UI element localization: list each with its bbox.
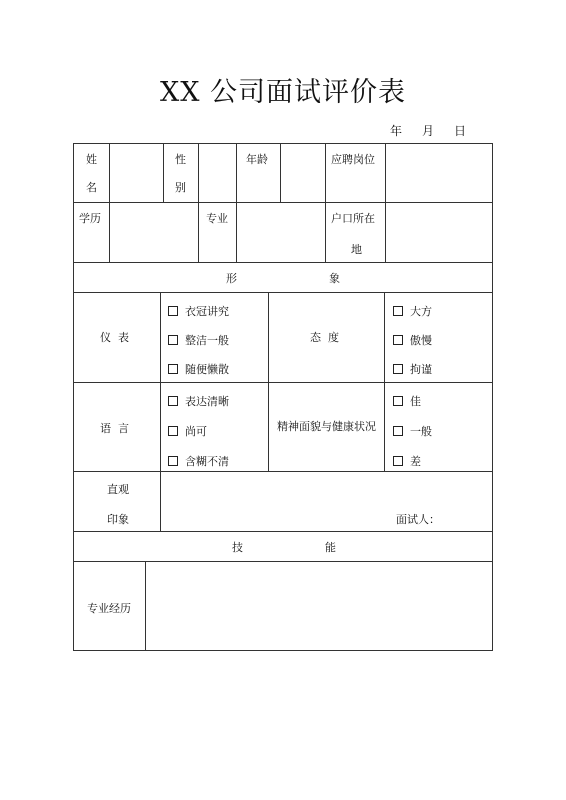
option-label: 拘谨 [410, 363, 432, 376]
col-divider [236, 143, 237, 202]
language-label: 语 言 [100, 422, 129, 435]
appearance-header-char2: 象 [329, 272, 340, 285]
date-day: 日 [454, 124, 467, 138]
option-label: 尚可 [185, 425, 207, 438]
position-field[interactable] [386, 144, 492, 202]
row-divider [73, 292, 493, 293]
demeanor-label: 仪 表 [100, 331, 129, 344]
option-label: 随便懒散 [185, 363, 229, 376]
col-divider [160, 292, 161, 471]
checkbox-icon[interactable] [168, 335, 178, 345]
option-label: 差 [410, 455, 421, 468]
spirit-health-option[interactable] [393, 453, 421, 469]
gender-label-top: 性 [175, 153, 186, 166]
table-border-left [73, 143, 74, 650]
experience-label: 专业经历 [87, 602, 131, 615]
checkbox-icon[interactable] [393, 335, 403, 345]
col-divider [384, 292, 385, 471]
checkbox-icon[interactable] [393, 426, 403, 436]
demeanor-option[interactable] [168, 332, 229, 348]
attitude-option[interactable] [393, 332, 432, 348]
impression-label-top: 直观 [107, 483, 129, 496]
checkbox-icon[interactable] [393, 306, 403, 316]
language-option[interactable] [168, 453, 229, 469]
option-label: 表达清晰 [185, 395, 229, 408]
attitude-option[interactable] [393, 361, 432, 377]
language-option[interactable] [168, 393, 229, 409]
education-label: 学历 [79, 212, 101, 225]
spirit-health-option[interactable] [393, 393, 421, 409]
option-label: 衣冠讲究 [185, 305, 229, 318]
residence-field[interactable] [386, 203, 492, 262]
experience-field[interactable] [146, 562, 492, 650]
residence-label-bottom: 地 [351, 243, 362, 256]
attitude-option[interactable] [393, 303, 432, 319]
table-border-bottom [73, 650, 493, 651]
checkbox-icon[interactable] [168, 426, 178, 436]
appearance-header-char1: 形 [226, 272, 237, 285]
demeanor-option[interactable] [168, 303, 229, 319]
gender-field[interactable] [199, 144, 236, 202]
attitude-label: 态 度 [310, 331, 339, 344]
checkbox-icon[interactable] [393, 396, 403, 406]
row-divider [73, 262, 493, 263]
checkbox-icon[interactable] [168, 364, 178, 374]
option-label: 佳 [410, 395, 421, 408]
impression-label-bottom: 印象 [107, 513, 129, 526]
checkbox-icon[interactable] [168, 396, 178, 406]
major-field[interactable] [237, 203, 325, 262]
option-label: 整洁一般 [185, 334, 229, 347]
position-label: 应聘岗位 [331, 153, 375, 166]
impression-field[interactable] [161, 472, 492, 531]
option-label: 含糊不清 [185, 455, 229, 468]
name-label-bottom: 名 [86, 181, 97, 194]
date-month: 月 [422, 124, 435, 138]
option-label: 傲慢 [410, 334, 432, 347]
name-field[interactable] [110, 144, 163, 202]
major-label: 专业 [206, 212, 228, 225]
page-title: XX 公司面试评价表 [159, 77, 407, 108]
table-border-right [492, 143, 493, 650]
col-divider [163, 143, 164, 202]
interviewer-label: 面试人： [396, 513, 440, 526]
option-label: 大方 [410, 305, 432, 318]
col-divider [325, 202, 326, 262]
row-divider [73, 531, 493, 532]
skills-header-char1: 技 [232, 541, 243, 554]
col-divider [325, 143, 326, 202]
checkbox-icon[interactable] [168, 456, 178, 466]
checkbox-icon[interactable] [393, 364, 403, 374]
checkbox-icon[interactable] [168, 306, 178, 316]
option-label: 一般 [410, 425, 432, 438]
age-label: 年龄 [246, 153, 268, 166]
spirit-health-option[interactable] [393, 423, 432, 439]
name-label-top: 姓 [86, 153, 97, 166]
skills-header-char2: 能 [325, 541, 336, 554]
date-year: 年 [390, 124, 403, 138]
residence-label-top: 户口所在 [331, 212, 375, 225]
gender-label-bottom: 别 [175, 181, 186, 194]
checkbox-icon[interactable] [393, 456, 403, 466]
age-field[interactable] [281, 144, 325, 202]
education-field[interactable] [110, 203, 198, 262]
spirit-health-label: 精神面貌与健康状况 [277, 420, 376, 433]
demeanor-option[interactable] [168, 361, 229, 377]
spirit-health-label-cell [269, 383, 384, 471]
language-option[interactable] [168, 423, 207, 439]
col-divider [198, 202, 199, 262]
